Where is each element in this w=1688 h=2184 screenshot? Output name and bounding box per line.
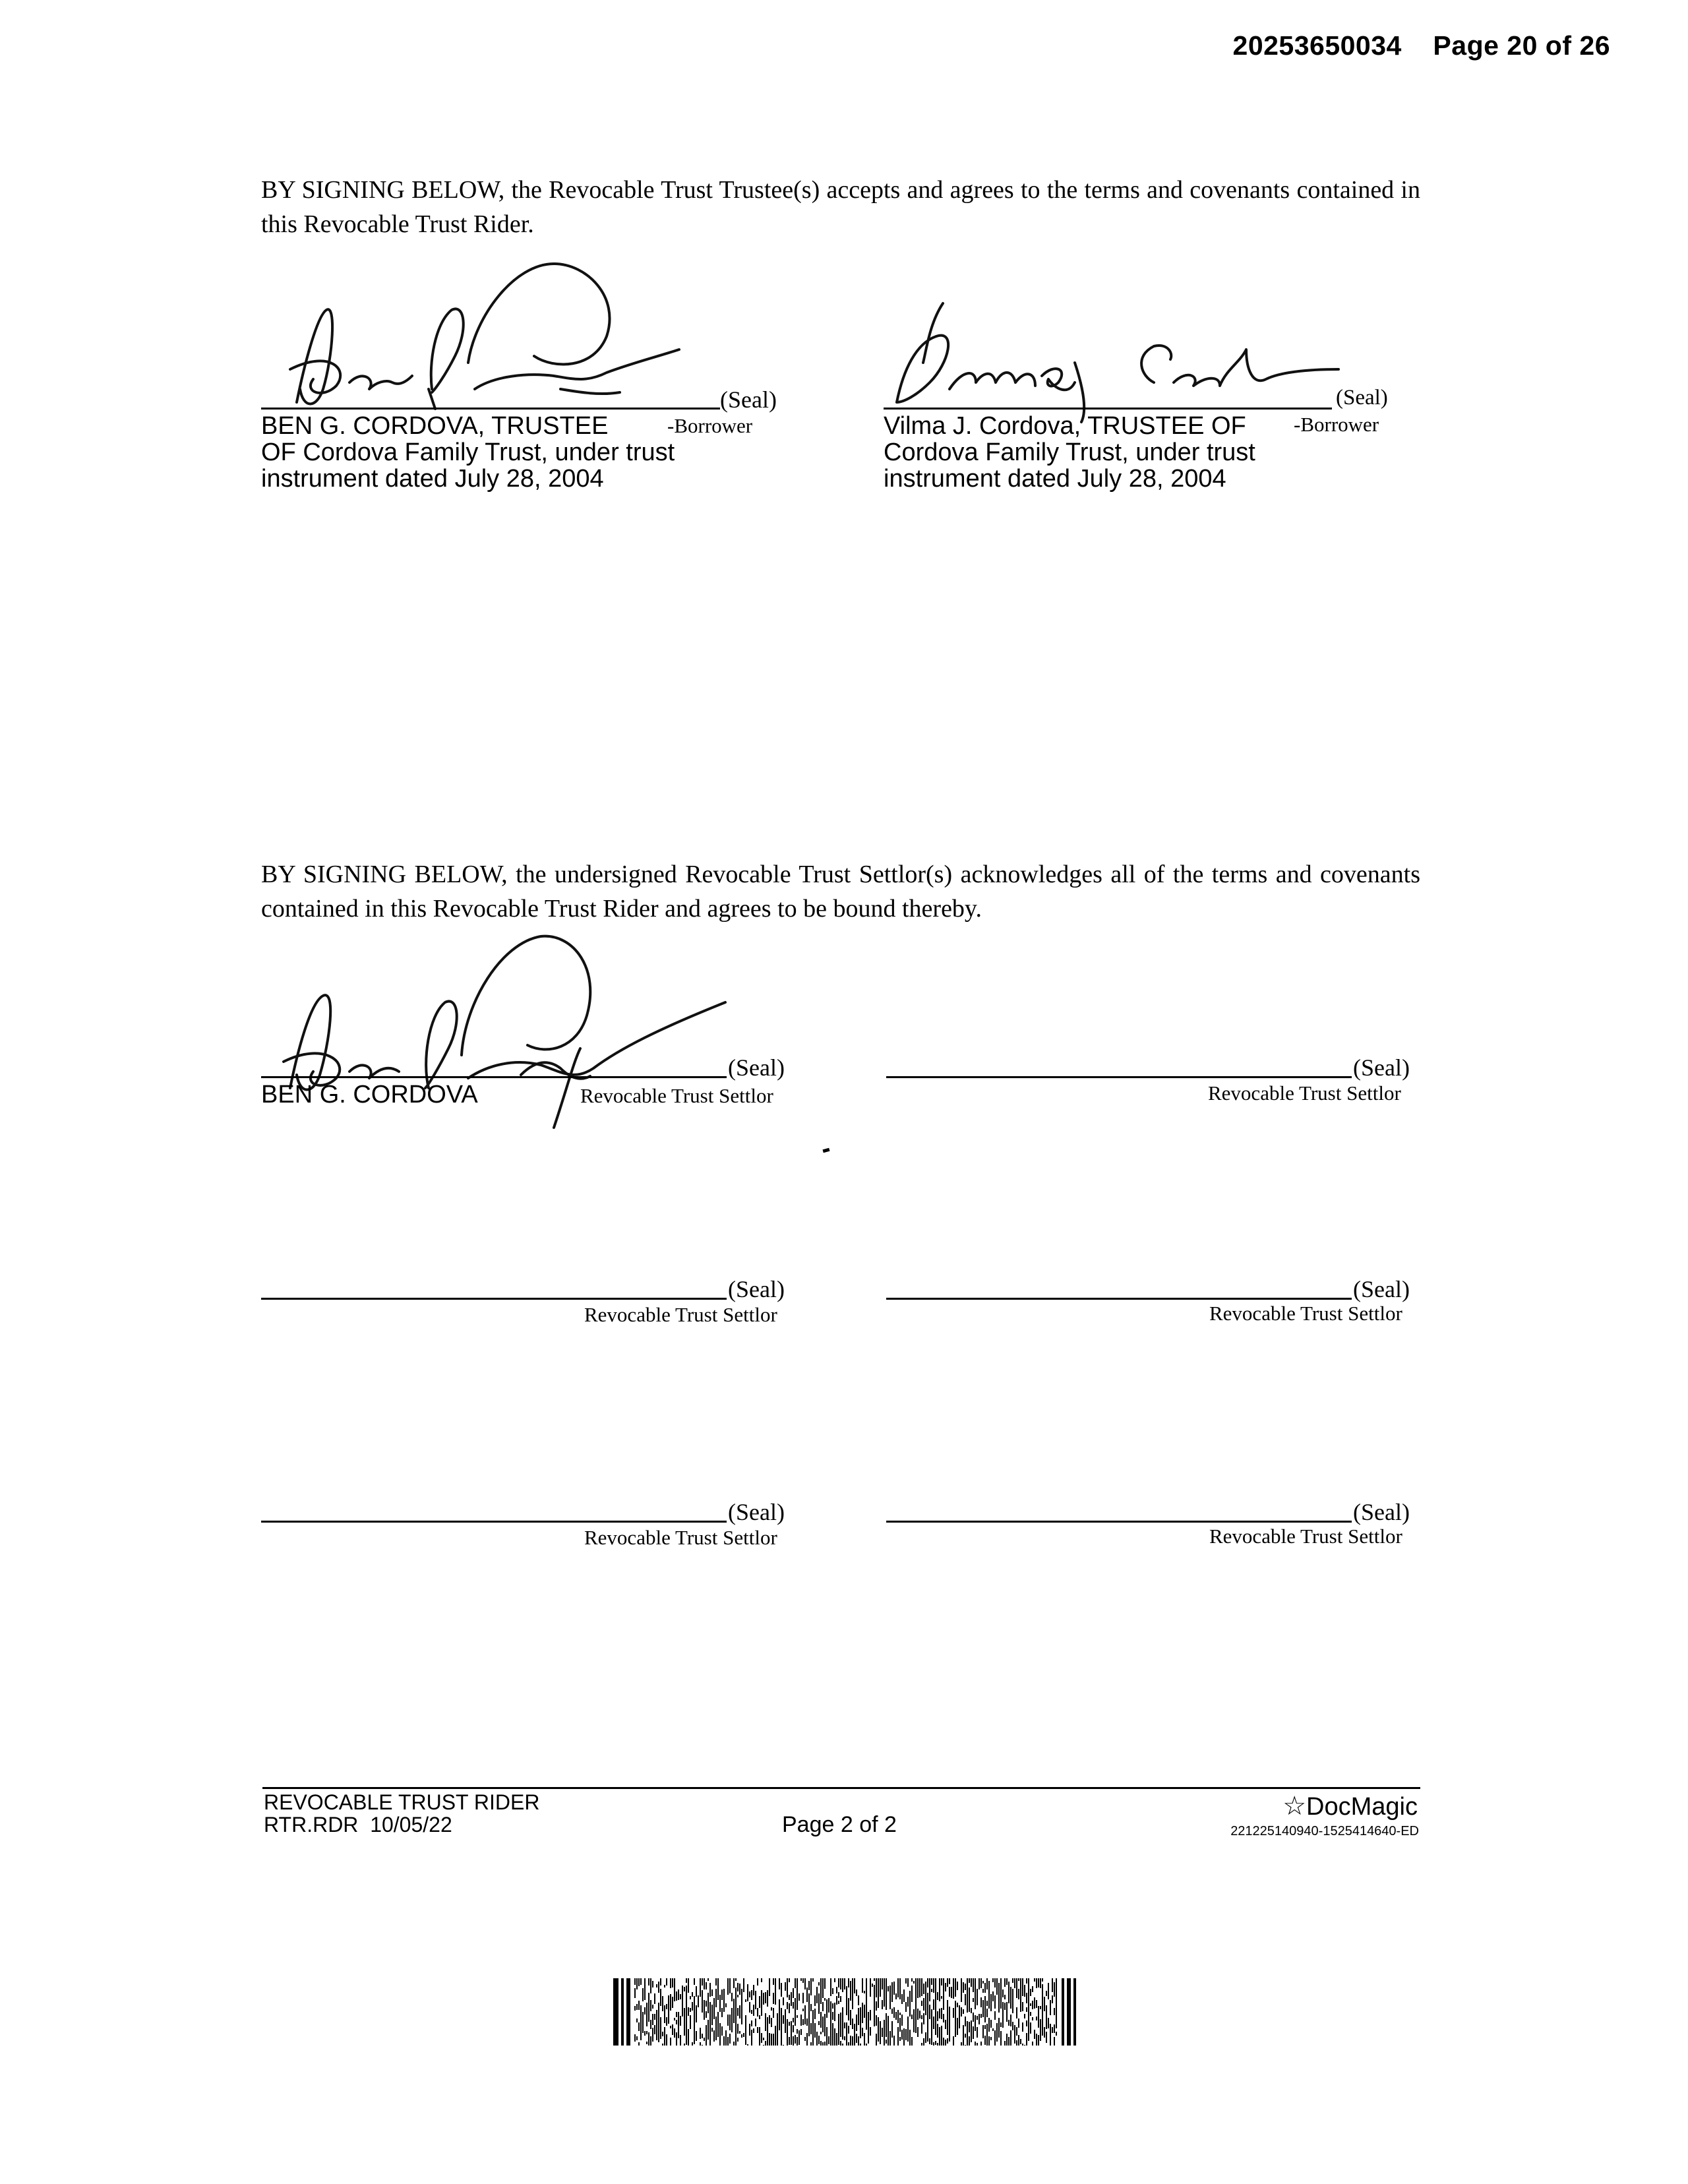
settlor-1-role: Revocable Trust Settlor	[580, 1084, 773, 1107]
settlor-2-role: Revocable Trust Settlor	[1208, 1081, 1401, 1105]
trustee-1-name-line-2: OF Cordova Family Trust, under trust	[261, 439, 675, 466]
trustee-1-name-line-3: instrument dated July 28, 2004	[261, 465, 604, 493]
stray-mark	[823, 1148, 830, 1153]
settlor-4-role: Revocable Trust Settlor	[1209, 1302, 1402, 1325]
trustee-2-name-line-3: instrument dated July 28, 2004	[884, 465, 1226, 493]
settlor-4-seal: (Seal)	[1353, 1276, 1410, 1302]
document-number: 20253650034	[1232, 30, 1402, 61]
document-barcode	[613, 1978, 1076, 2046]
trustee-paragraph: BY SIGNING BELOW, the Revocable Trust Trustee(s) accepts and agrees to the terms and covenants contained in this Revocable Trust Rider.	[261, 176, 1420, 238]
trustee-1-seal: (Seal)	[720, 386, 777, 413]
footer-brand-name: DocMagic	[1306, 1793, 1418, 1821]
star-icon: ☆	[1282, 1792, 1307, 1821]
trustee-1-name-block	[261, 413, 675, 492]
trustee-2-name-block	[884, 413, 1255, 492]
footer-page-number: Page 2 of 2	[782, 1812, 897, 1837]
settlor-3-role: Revocable Trust Settlor	[584, 1303, 777, 1326]
settlor-3-seal: (Seal)	[728, 1276, 785, 1302]
footer-brand	[1282, 1791, 1418, 1821]
settlor-4-signature-line	[886, 1298, 1352, 1300]
page-label: Page 20 of 26	[1433, 30, 1610, 61]
trustee-1-signature	[277, 257, 725, 429]
settlor-6-signature-line	[886, 1521, 1352, 1523]
settlor-6-seal: (Seal)	[1353, 1499, 1410, 1525]
trustee-2-name-line-1: Vilma J. Cordova, TRUSTEE OF	[884, 412, 1246, 440]
trustee-2-role: -Borrower	[1294, 413, 1379, 436]
settlor-1-seal: (Seal)	[728, 1054, 785, 1081]
footer-form-title: REVOCABLE TRUST RIDER	[264, 1790, 540, 1814]
settlor-6-role: Revocable Trust Settlor	[1209, 1525, 1402, 1548]
settlor-5-role: Revocable Trust Settlor	[584, 1526, 777, 1549]
trustee-1-name-line-1: BEN G. CORDOVA, TRUSTEE	[261, 412, 609, 440]
settlor-3-signature-line	[261, 1298, 727, 1300]
footer-form-code: RTR.RDR 10/05/22	[264, 1813, 452, 1836]
settlor-1-name: BEN G. CORDOVA	[261, 1081, 478, 1108]
footer-form-info	[264, 1791, 539, 1836]
settlor-5-signature-line	[261, 1521, 727, 1523]
trustee-2-seal: (Seal)	[1336, 386, 1388, 410]
document-page-header	[1233, 30, 1610, 61]
settlor-5-seal: (Seal)	[728, 1499, 785, 1525]
trustee-1-role: -Borrower	[667, 414, 753, 437]
trustee-2-signature-line	[884, 408, 1332, 410]
trustee-1-signature-line	[261, 408, 720, 410]
settlor-1-signature-line	[261, 1076, 727, 1078]
settlor-2-seal: (Seal)	[1353, 1054, 1410, 1081]
footer-rule	[262, 1787, 1420, 1789]
footer-doc-id: 221225140940-1525414640-ED	[1230, 1824, 1419, 1838]
trustee-2-name-line-2: Cordova Family Trust, under trust	[884, 439, 1255, 466]
settlor-paragraph: BY SIGNING BELOW, the undersigned Revocable Trust Settlor(s) acknowledges all of the terms and covenants contained in this Revocable Trust Rider and agrees to be bound thereby.	[261, 861, 1420, 923]
settlor-2-signature-line	[886, 1076, 1352, 1078]
